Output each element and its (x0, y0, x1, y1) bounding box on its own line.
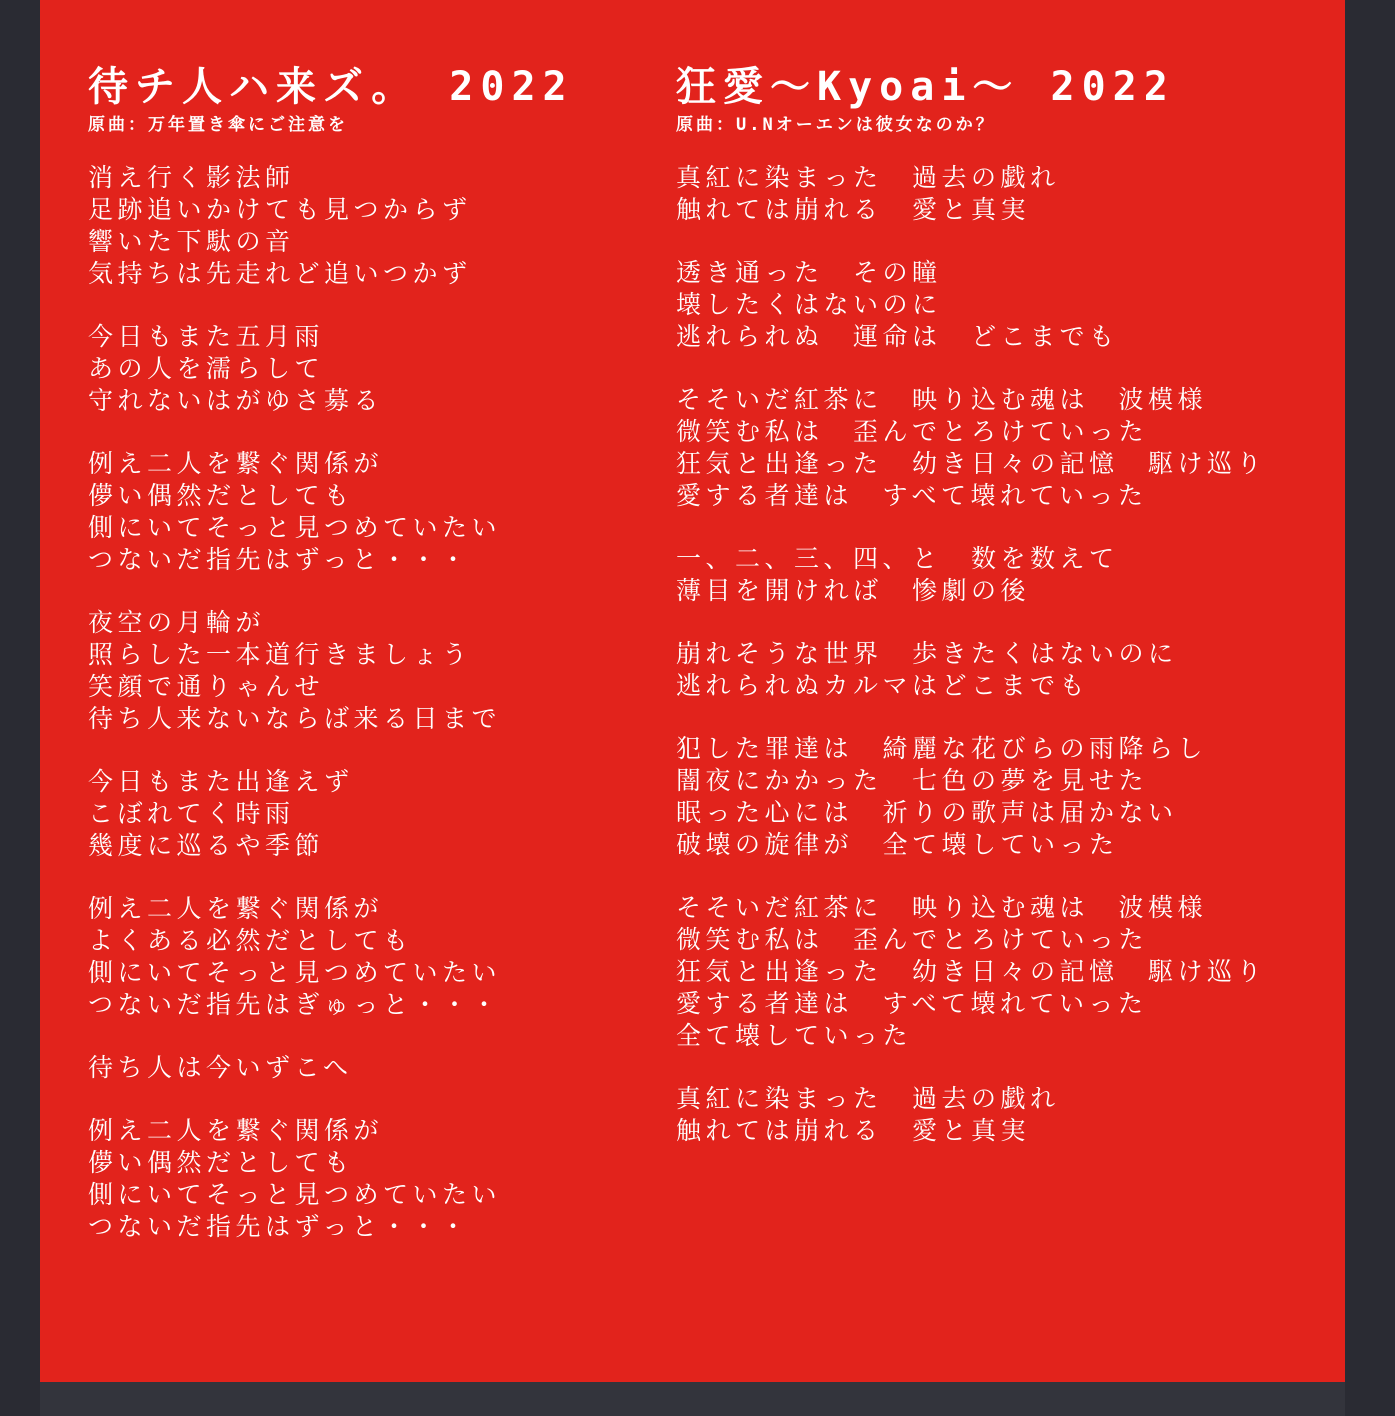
stanza (88, 607, 648, 735)
lyric-line: 待ち人来ないならば来る日まで (88, 704, 502, 733)
lyric-line: 今日もまた出逢えず (88, 767, 354, 796)
lyric-line: 側にいてそっと見つめていたい (88, 958, 502, 987)
stanza (676, 1083, 1336, 1147)
lyric-line: 真紅に染まった 過去の戯れ (676, 1084, 1060, 1113)
lyric-line: 守れないはがゆさ募る (88, 386, 384, 415)
stanza (676, 733, 1336, 861)
lyric-line: 一、二、三、四、と 数を数えて (676, 544, 1119, 573)
song-1-column (88, 60, 648, 1274)
song-2-lyrics (676, 162, 1336, 1147)
lyric-line: 微笑む私は 歪んでとろけていった (676, 925, 1149, 954)
lyric-line: 響いた下駄の音 (88, 227, 295, 256)
stanza (676, 543, 1336, 607)
lyric-line: 消え行く影法師 (88, 163, 295, 192)
lyric-line: 待ち人は今いずこへ (88, 1053, 353, 1082)
lyrics-page (40, 0, 1345, 1382)
lyric-line: 薄目を開ければ 惨劇の後 (676, 576, 1031, 605)
lyric-line: 儚い偶然だとしても (88, 1148, 354, 1177)
lyric-line: つないだ指先はぎゅっと・・・ (88, 990, 502, 1019)
song-2-original-credit: 原曲：U.Nオーエンは彼女なのか？ (676, 115, 996, 135)
song-2-column (676, 60, 1336, 1178)
stanza (676, 257, 1336, 353)
song-1-original-credit: 原曲：万年置き傘にご注意を (88, 115, 348, 135)
stanza (88, 893, 648, 1021)
lyric-line: 幾度に巡るや季節 (88, 831, 325, 860)
lyric-line: 壊したくはないのに (676, 290, 942, 319)
lyric-line: 儚い偶然だとしても (88, 481, 354, 510)
lyric-line: 闇夜にかかった 七色の夢を見せた (676, 766, 1149, 795)
lyric-line: 照らした一本道行きましょう (88, 640, 472, 669)
lyric-line: 触れては崩れる 愛と真実 (676, 1116, 1031, 1145)
lyric-line: 側にいてそっと見つめていたい (88, 513, 502, 542)
lyric-line: つないだ指先はずっと・・・ (88, 1212, 471, 1241)
lyric-line: 笑顔で通りゃんせ (88, 672, 325, 701)
lyric-line: 逃れられぬ 運命は どこまでも (676, 322, 1119, 351)
lyric-line: 全て壊していった (676, 1021, 913, 1050)
lyric-line: 犯した罪達は 綺麗な花びらの雨降らし (676, 734, 1208, 763)
lyric-line: 例え二人を繋ぐ関係が (88, 894, 384, 923)
lyric-line: 足跡追いかけても見つからず (88, 195, 472, 224)
song-1-title: 待チ人ハ来ズ。 2022 (88, 64, 574, 110)
song-1-lyrics (88, 162, 648, 1243)
lyric-line: 今日もまた五月雨 (88, 322, 325, 351)
lyric-line: 例え二人を繋ぐ関係が (88, 1116, 384, 1145)
lyric-line: 狂気と出逢った 幼き日々の記憶 駆け巡り (676, 449, 1267, 478)
lyric-line: 微笑む私は 歪んでとろけていった (676, 417, 1149, 446)
lyric-line: 逃れられぬカルマはどこまでも (676, 671, 1090, 700)
lyric-line: つないだ指先はずっと・・・ (88, 545, 471, 574)
bottom-edge-strip (40, 1382, 1345, 1416)
stanza (88, 162, 648, 290)
lyric-line: 透き通った その瞳 (676, 258, 942, 287)
lyric-line: 気持ちは先走れど追いつかず (88, 259, 472, 288)
stanza (676, 384, 1336, 512)
lyric-line: 破壊の旋律が 全て壊していった (676, 830, 1119, 859)
lyric-line: よくある必然だとしても (88, 926, 413, 955)
lyric-line: こぼれてく時雨 (88, 799, 295, 828)
lyric-line: そそいだ紅茶に 映り込む魂は 波模様 (676, 385, 1208, 414)
lyric-line: 狂気と出逢った 幼き日々の記憶 駆け巡り (676, 957, 1267, 986)
stanza (88, 1052, 648, 1084)
lyric-line: 触れては崩れる 愛と真実 (676, 195, 1031, 224)
lyric-line: 愛する者達は すべて壊れていった (676, 481, 1148, 510)
lyric-line: 真紅に染まった 過去の戯れ (676, 163, 1060, 192)
stanza (88, 321, 648, 417)
lyric-line: そそいだ紅茶に 映り込む魂は 波模様 (676, 893, 1208, 922)
lyric-line: 愛する者達は すべて壊れていった (676, 989, 1148, 1018)
lyric-line: 例え二人を繋ぐ関係が (88, 449, 384, 478)
stanza (676, 892, 1336, 1052)
lyric-line: 側にいてそっと見つめていたい (88, 1180, 502, 1209)
stanza (676, 638, 1336, 702)
stanza (676, 162, 1336, 226)
lyric-line: あの人を濡らして (88, 354, 325, 383)
stanza (88, 448, 648, 576)
stanza (88, 766, 648, 862)
song-2-title: 狂愛～Kyoai～ 2022 (676, 64, 1175, 110)
lyric-line: 崩れそうな世界 歩きたくはないのに (676, 639, 1178, 668)
lyric-line: 夜空の月輪が (88, 608, 266, 637)
lyric-line: 眠った心には 祈りの歌声は届かない (676, 798, 1178, 827)
stanza (88, 1115, 648, 1243)
